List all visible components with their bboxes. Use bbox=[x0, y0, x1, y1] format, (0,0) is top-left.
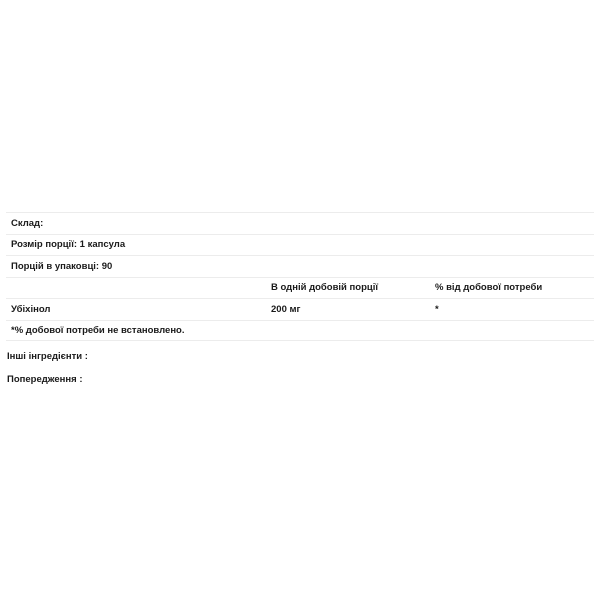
column-header-per-serving: В одній добовій порції bbox=[271, 282, 379, 294]
column-header-daily-value: % від добової потреби bbox=[435, 282, 543, 294]
table-header-row bbox=[6, 277, 594, 299]
servings-per-container: Порцій в упаковці: 90 bbox=[11, 260, 113, 272]
serving-size-row bbox=[6, 234, 594, 256]
ingredient-name: Убіхінол bbox=[11, 303, 51, 315]
ingredient-amount: 200 мг bbox=[271, 303, 301, 315]
table-row bbox=[6, 298, 594, 320]
servings-per-container-row bbox=[6, 255, 594, 277]
supplement-facts-table bbox=[6, 212, 594, 341]
footnote: *% добової потреби не встановлено. bbox=[11, 324, 185, 336]
warnings-label: Попередження : bbox=[7, 374, 83, 385]
other-ingredients-label: Інші інгредієнти : bbox=[7, 351, 88, 362]
composition-row bbox=[6, 212, 594, 234]
serving-size: Розмір порції: 1 капсула bbox=[11, 239, 126, 251]
composition-label: Склад: bbox=[11, 217, 44, 229]
ingredient-daily-value: * bbox=[435, 303, 439, 315]
footnote-row bbox=[6, 320, 594, 342]
